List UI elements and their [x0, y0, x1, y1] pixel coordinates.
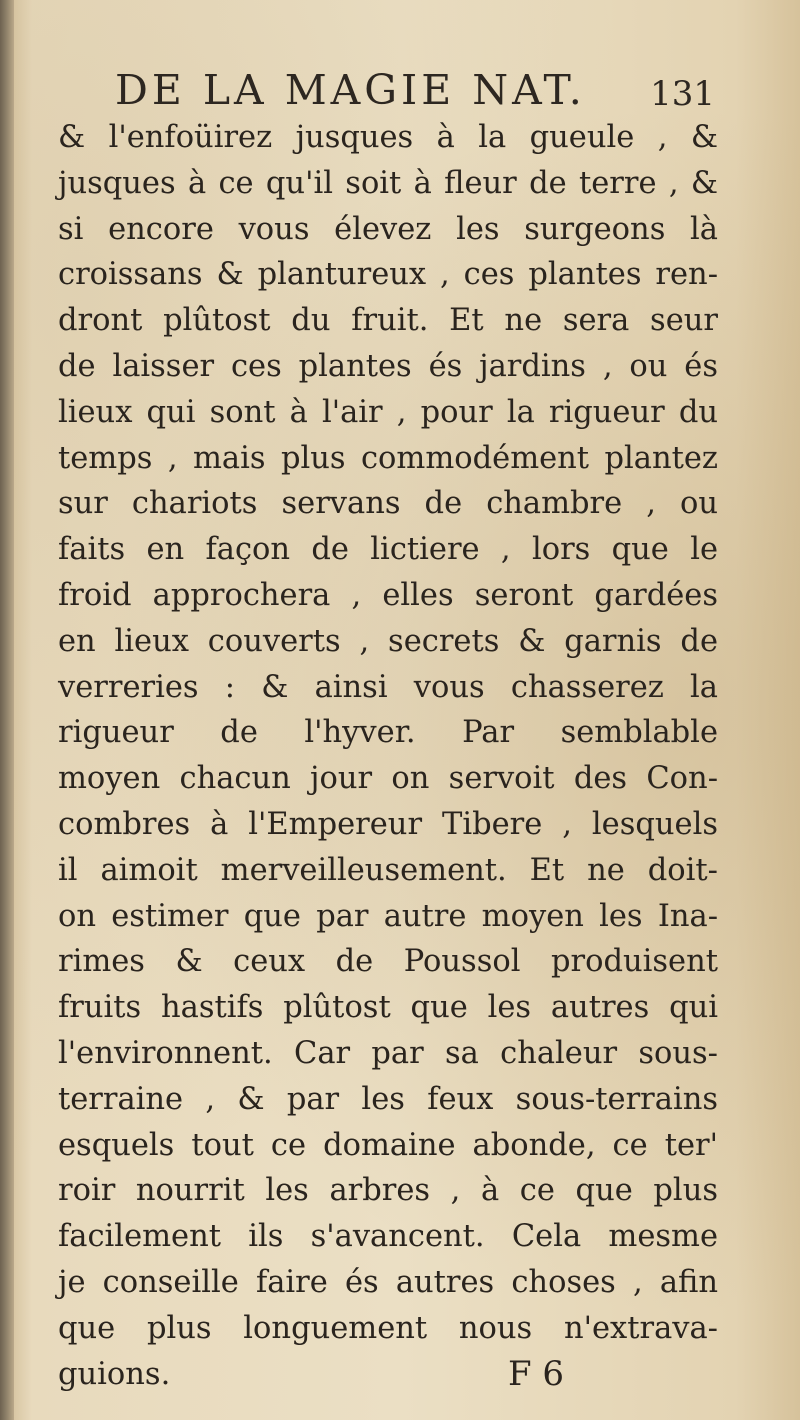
- text-line: combres à l'Empereur Tibere , lesquels: [58, 806, 718, 842]
- text-line: dront plûtost du fruit. Et ne sera seur: [58, 303, 718, 339]
- page-number: 131: [650, 74, 715, 114]
- text-line: verreries : & ainsi vous chasserez la: [58, 669, 718, 705]
- text-line: & l'enfoüirez jusques à la gueule , &: [58, 120, 718, 155]
- text-line: lieux qui sont à l'air , pour la rigueur du: [58, 394, 718, 430]
- text-line: temps , mais plus commodément plantez: [58, 440, 718, 476]
- text-line: croissans & plantureux , ces plantes ren-: [58, 257, 718, 293]
- text-line: il aimoit merveilleusement. Et ne doit-: [58, 852, 718, 888]
- text-line: roir nourrit les arbres , à ce que plus: [58, 1173, 718, 1209]
- text-line: moyen chacun jour on servoit des Con-: [58, 761, 718, 797]
- text-line: je conseille faire és autres choses , afin: [58, 1264, 718, 1300]
- text-line: si encore vous élevez les surgeons là: [58, 211, 718, 247]
- text-line: de laisser ces plantes és jardins , ou és: [58, 348, 718, 384]
- text-line: terraine , & par les feux sous-terrains: [58, 1081, 718, 1117]
- text-line: faits en façon de lictiere , lors que le: [58, 532, 718, 568]
- text-line: froid approchera , elles seront gardées: [58, 577, 718, 613]
- text-line: fruits hastifs plûtost que les autres qui: [58, 990, 718, 1026]
- binding-gutter: [0, 0, 14, 1420]
- text-line: on estimer que par autre moyen les Ina-: [58, 898, 718, 934]
- text-line: rigueur de l'hyver. Par semblable: [58, 715, 718, 751]
- text-line: l'environnent. Car par sa chaleur sous-: [58, 1035, 718, 1071]
- signature-mark: F 6: [508, 1354, 565, 1394]
- text-line: jusques à ce qu'il soit à fleur de terre , &: [58, 165, 718, 201]
- running-title: DE LA MAGIE NAT.: [115, 66, 586, 114]
- page-header: [115, 62, 715, 118]
- body-text: [58, 115, 718, 1397]
- text-line: facilement ils s'avancent. Cela mesme: [58, 1219, 718, 1255]
- text-line: esquels tout ce domaine abonde, ce ter': [58, 1127, 718, 1163]
- text-line: en lieux couverts , secrets & garnis de: [58, 623, 718, 659]
- text-line: rimes & ceux de Poussol produisent: [58, 944, 718, 980]
- text-line: que plus longuement nous n'extrava-: [58, 1310, 718, 1346]
- text-line: sur chariots servans de chambre , ou: [58, 486, 718, 522]
- text-line: guions.: [58, 1356, 171, 1392]
